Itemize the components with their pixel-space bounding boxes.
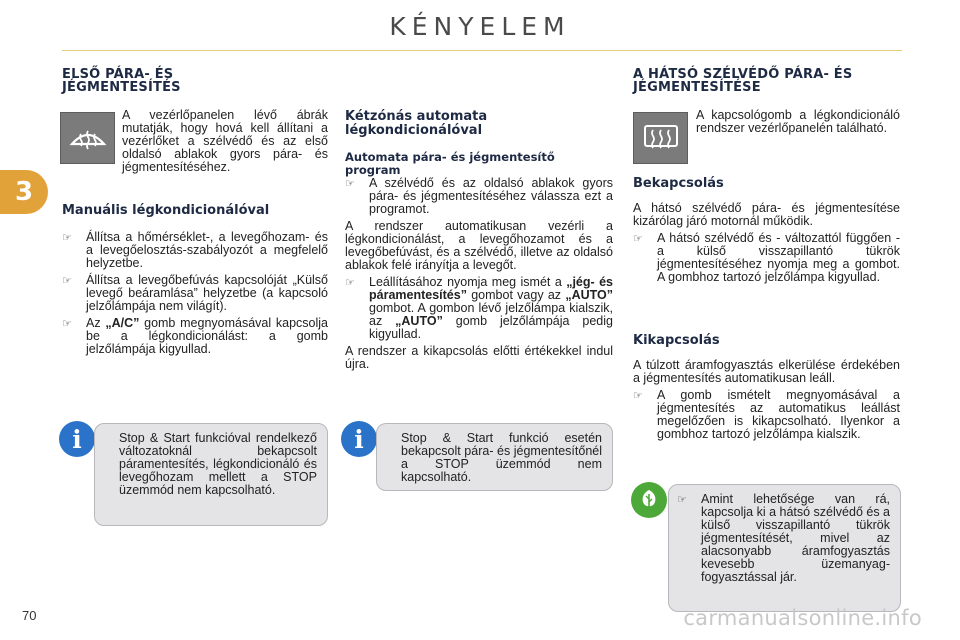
switch-on-heading: Bekapcsolás (633, 176, 724, 191)
front-defrost-intro: A vezérlőpanelen lévő ábrák mutatják, hogy hová kell állítani a vezérlőket a szélvédő és az első oldalsó ablakok gyors pára- és jégmentesítéséhez. (122, 108, 328, 174)
stop-start-note-middle: Stop & Start funkció esetén bekapcsolt pára- és jégmentesítőnél a STOP üzemmód nem kapcsolható. (376, 423, 613, 491)
auto-program-heading: Automata pára- és jégmentesítő program (345, 150, 555, 177)
switch-on-description: A hátsó szélvédő pára- és jégmentesítése kizárólag járó motornál működik. (633, 201, 900, 228)
pointing-hand-icon: ☞ (633, 233, 643, 245)
page-title: KÉNYELEM (389, 12, 571, 41)
pointing-hand-icon: ☞ (345, 178, 355, 190)
list-item (345, 276, 613, 341)
title-divider (62, 50, 902, 51)
list-item (677, 493, 890, 584)
front-defrost-title (62, 68, 181, 94)
list-item (62, 317, 328, 356)
stop-start-note-left: Stop & Start funkcióval rendelkező változatoknál bekapcsolt páramentesítés, légkondicionáló és levegőhozam mellett a STOP üzemmód nem kapcsolható. (94, 423, 328, 526)
rear-defrost-title-line2: JÉGMENTESÍTÉSE (633, 80, 761, 95)
switch-on-body (633, 202, 900, 284)
list-item (633, 389, 900, 441)
restart-note: A rendszer a kikapcsolás előtti értékekkel indul újra. (345, 344, 613, 371)
pointing-hand-icon: ☞ (62, 232, 72, 244)
pointing-hand-icon: ☞ (633, 390, 643, 402)
list-item-text: Az „A/C” gomb megnyomásával kapcsolja be a légkondicionálást: a gomb jelzőlámpája kigyullad. (86, 316, 328, 356)
pointing-hand-icon: ☞ (677, 494, 687, 506)
switch-off-body (633, 359, 900, 441)
switch-off-description: A túlzott áramfogyasztás elkerülése érdekében a jégmentesítés automatikusan leáll. (633, 358, 900, 385)
dual-zone-heading: Kétzónás automata légkondicionálóval (345, 109, 488, 138)
list-item (345, 177, 613, 216)
rear-defrost-title (633, 68, 852, 94)
front-defrost-title-line2: JÉGMENTESÍTÉS (62, 80, 181, 95)
list-item (633, 232, 900, 284)
pointing-hand-icon: ☞ (62, 275, 72, 287)
list-item-text: A gomb ismételt megnyomásával a jégmentesítés az automatikus leállást megelőzően is kikapcsolható. Ilyenkor a gombhoz tartozó jelzőlámpa kialszik. (657, 388, 900, 441)
list-item-text: A szélvédő és az oldalsó ablakok gyors pára- és jégmentesítéséhez válassza ezt a programot. (369, 176, 613, 216)
chapter-tab: 3 (0, 170, 48, 214)
list-item-text: Amint lehetősége van rá, kapcsolja ki a hátsó szélvédő és a külső visszapillantó tükrök jégmentesítését, mivel az alacsonyabb áramfogyasztás kevesebb üzemanyag-fogyasztással jár. (701, 492, 890, 584)
list-item-text: Leállításához nyomja meg ismét a „jég- és páramentesítés” gombot vagy az „AUTO” gombot. A gombon lévő jelzőlámpa kialszik, az „AUTO” gomb jelzőlámpája pedig kigyullad. (369, 275, 613, 341)
manual-ac-list (62, 227, 328, 356)
switch-off-heading: Kikapcsolás (633, 333, 720, 348)
eco-leaf-icon (631, 482, 667, 518)
front-defrost-title-line1: ELSŐ PÁRA- ÉS (62, 67, 174, 82)
rear-defrost-title-line1: A HÁTSÓ SZÉLVÉDŐ PÁRA- ÉS (633, 67, 853, 82)
list-item-text: Állítsa a hőmérséklet-, a levegőhozam- és a levegőelosztás-szabályozót a megfelelő helyzetbe. (86, 230, 328, 270)
front-defrost-icon (60, 112, 115, 164)
pointing-hand-icon: ☞ (62, 318, 72, 330)
watermark: carmanualsonline.info (683, 606, 922, 630)
rear-defrost-icon (633, 112, 688, 164)
page-number: 70 (22, 608, 37, 623)
list-item-text: A hátsó szélvédő és - változattól függően - a külső visszapillantó tükrök jégmentesítéséhez nyomja meg a gombot. A gombhoz tartozó jelzőlámpa kigyullad. (657, 231, 900, 284)
ac-button-label: „A/C” (105, 316, 140, 330)
list-item-text: Állítsa a levegőbefúvás kapcsolóját „Külső levegő beáramlása” helyzetbe (a kapcsoló jelzőlámpája nem világít). (86, 273, 328, 313)
auto-program-description: A rendszer automatikusan vezérli a légkondicionálást, a levegőhozamot és a levegőbefúvást, és a szélvédő, illetve az oldalsó ablakok felé irányítja a levegőt. (345, 219, 613, 272)
pointing-hand-icon: ☞ (345, 277, 355, 289)
info-icon: i (341, 421, 377, 457)
eco-tip-note (668, 484, 901, 612)
dual-zone-body (345, 177, 613, 371)
manual-ac-heading: Manuális légkondicionálóval (62, 203, 270, 218)
list-item (62, 274, 328, 313)
info-icon: i (59, 421, 95, 457)
list-item (62, 231, 328, 270)
rear-defrost-intro: A kapcsológomb a légkondicionáló rendszer vezérlőpanelén található. (696, 108, 900, 135)
